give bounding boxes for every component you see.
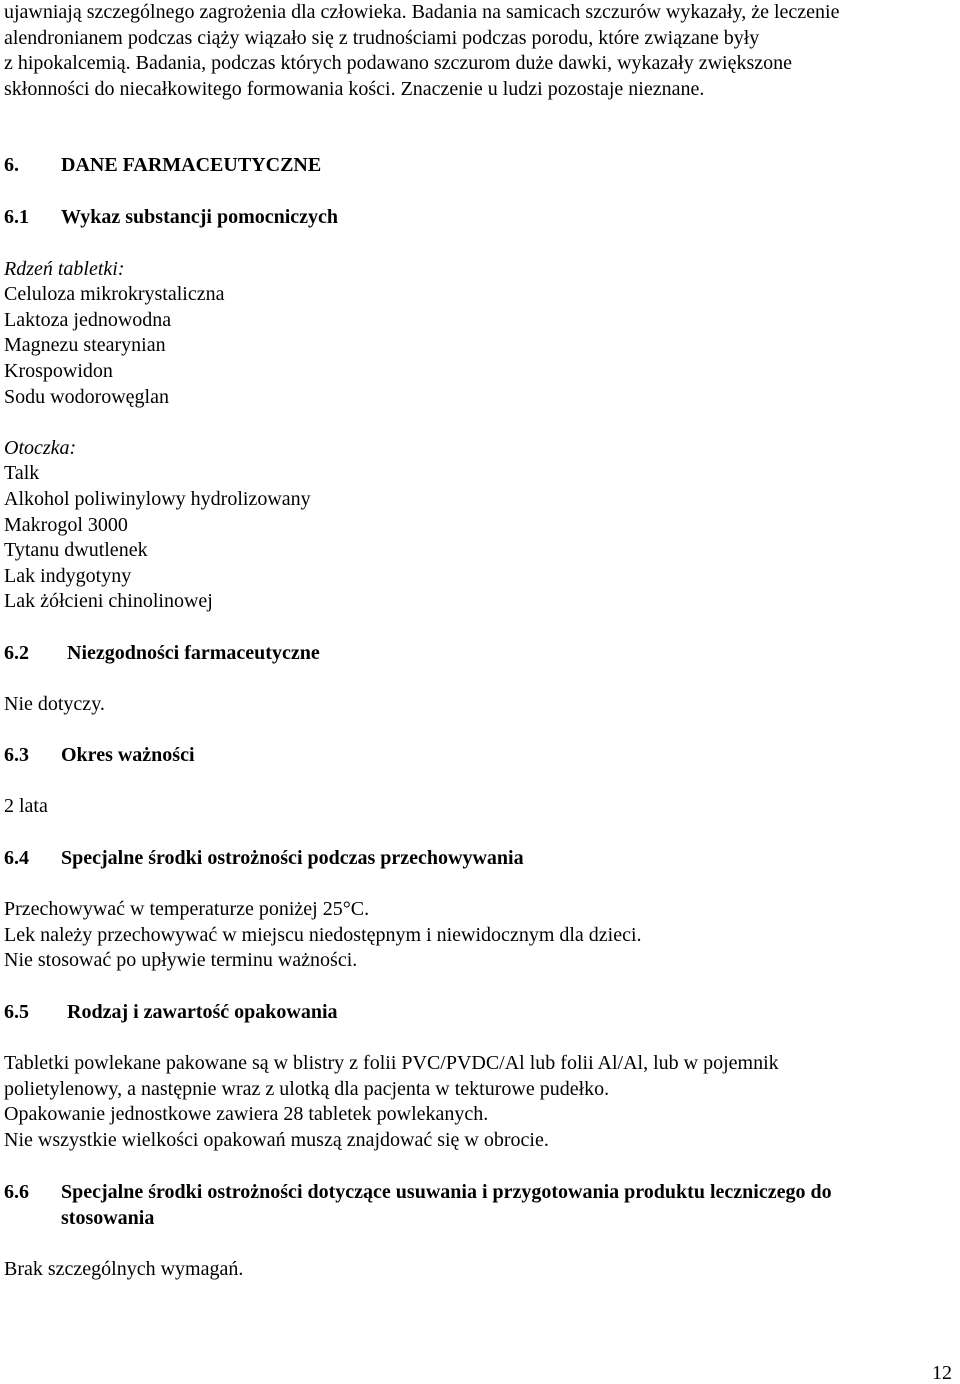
coating-label: Otoczka:: [4, 437, 77, 459]
packaging-line: Tabletki powlekane pakowane są w blistry z folii PVC/PVDC/Al lub folii Al/Al, lub w pojemnik: [4, 1052, 779, 1074]
section-6-3-heading: [4, 742, 195, 768]
section-title: Wykaz substancji pomocniczych: [61, 206, 339, 228]
page-number: 12: [932, 1362, 952, 1384]
excipient-item: Laktoza jednowodna: [4, 309, 172, 331]
intro-paragraph: [4, 0, 956, 102]
section-6-1-heading: [4, 204, 338, 230]
section-6-2-text: Nie dotyczy.: [4, 693, 105, 715]
intro-line: skłonności do niecałkowitego formowania kości. Znaczenie u ludzi pozostaje nieznane.: [4, 77, 705, 100]
section-6-5-heading: [4, 999, 338, 1025]
section-6-3-text: 2 lata: [4, 795, 48, 817]
storage-line: Przechowywać w temperaturze poniżej 25°C.: [4, 898, 370, 920]
excipient-item: Krospowidon: [4, 360, 113, 382]
excipient-item: Lak żółcieni chinolinowej: [4, 590, 213, 612]
excipient-item: Celuloza mikrokrystaliczna: [4, 283, 225, 305]
section-title: Okres ważności: [61, 744, 195, 766]
section-title: DANE FARMACEUTYCZNE: [61, 154, 322, 176]
intro-line: z hipokalcemią. Badania, podczas których podawano szczurom duże dawki, wykazały zwiększone: [4, 52, 793, 75]
excipient-item: Tytanu dwutlenek: [4, 539, 148, 561]
section-number: 6.4: [4, 847, 29, 869]
excipient-item: Makrogol 3000: [4, 514, 128, 536]
section-6-2-heading: [4, 640, 320, 666]
section-number: 6.3: [4, 744, 29, 766]
section-number: 6.5: [4, 1001, 29, 1023]
core-label: Rdzeń tabletki:: [4, 258, 125, 280]
packaging-line: Opakowanie jednostkowe zawiera 28 tabletek powlekanych.: [4, 1103, 489, 1125]
section-6-6-heading-cont: stosowania: [61, 1207, 155, 1229]
section-number: 6.2: [4, 642, 29, 664]
section-title: Specjalne środki ostrożności dotyczące usuwania i przygotowania produktu leczniczego do: [61, 1181, 832, 1203]
section-number: 6.1: [4, 206, 29, 228]
intro-line: ujawniają szczególnego zagrożenia dla człowieka. Badania na samicach szczurów wykazały, że leczenie: [4, 1, 840, 23]
packaging-line: Nie wszystkie wielkości opakowań muszą znajdować się w obrocie.: [4, 1129, 549, 1151]
excipient-item: Talk: [4, 462, 40, 484]
section-number: 6.6: [4, 1181, 29, 1203]
storage-line: Lek należy przechowywać w miejscu niedostępnym i niewidocznym dla dzieci.: [4, 924, 642, 946]
intro-line: alendronianem podczas ciąży wiązało się z trudnościami podczas porodu, które związane były: [4, 26, 760, 49]
section-title: Niezgodności farmaceutyczne: [67, 642, 320, 664]
packaging-line: polietylenowy, a następnie wraz z ulotką dla pacjenta w tekturowe pudełko.: [4, 1078, 610, 1100]
excipient-item: Sodu wodorowęglan: [4, 386, 169, 408]
section-number: 6.: [4, 154, 19, 176]
excipient-item: Lak indygotyny: [4, 565, 132, 587]
section-6-heading: [4, 152, 321, 178]
section-6-6-text: Brak szczególnych wymagań.: [4, 1258, 244, 1280]
section-6-6-heading: [4, 1179, 832, 1205]
excipient-item: Magnezu stearynian: [4, 334, 166, 356]
section-title: Specjalne środki ostrożności podczas przechowywania: [61, 847, 524, 869]
excipient-item: Alkohol poliwinylowy hydrolizowany: [4, 488, 311, 510]
storage-line: Nie stosować po upływie terminu ważności.: [4, 949, 358, 971]
section-6-4-heading: [4, 845, 524, 871]
section-title: Rodzaj i zawartość opakowania: [67, 1001, 338, 1023]
